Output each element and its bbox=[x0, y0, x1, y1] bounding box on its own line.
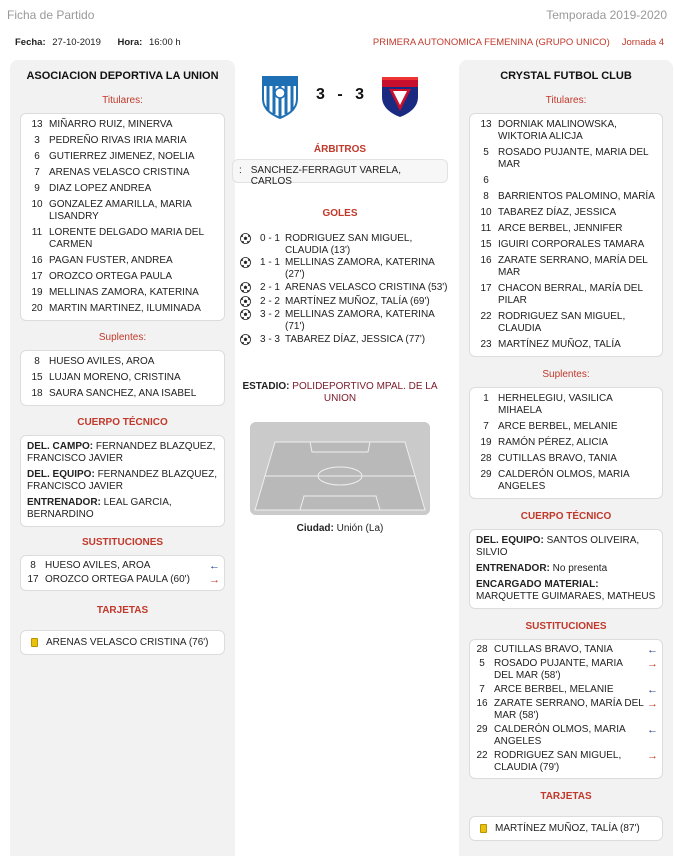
staff-role: DEL. EQUIPO: bbox=[476, 535, 544, 546]
staff-role: ENTRENADOR: bbox=[476, 563, 550, 574]
player-number: 10 bbox=[31, 199, 43, 210]
ciudad-info bbox=[240, 523, 440, 534]
arrow-left-icon: ← bbox=[647, 724, 658, 736]
player-number: 11 bbox=[480, 223, 492, 234]
player-name[interactable]: MELLINAS ZAMORA, KATERINA bbox=[49, 287, 199, 298]
player-number: 9 bbox=[34, 183, 40, 194]
arbitros-box bbox=[232, 159, 448, 187]
staff-role: ENCARGADO MATERIAL: bbox=[476, 579, 599, 590]
away-suplentes-list bbox=[469, 387, 663, 499]
arrow-right-icon: → bbox=[647, 750, 658, 762]
match-header bbox=[0, 0, 674, 58]
staff-entry bbox=[25, 467, 220, 495]
score-sep: - bbox=[337, 86, 343, 103]
player-row bbox=[25, 370, 220, 386]
away-sustituciones-list bbox=[469, 639, 663, 779]
soccer-ball-icon bbox=[240, 309, 251, 320]
away-team-name: CRYSTAL FUTBOL CLUB bbox=[500, 70, 632, 82]
goal-score: 3 - 2 bbox=[259, 309, 280, 320]
arrow-left-icon: ← bbox=[647, 684, 658, 696]
home-tecnico-list bbox=[20, 435, 225, 527]
fecha-label: Fecha: bbox=[15, 37, 46, 48]
player-name[interactable]: ARCE BERBEL, MELANIE bbox=[498, 421, 618, 432]
player-name[interactable]: CUTILLAS BRAVO, TANIA bbox=[498, 453, 617, 464]
player-number: 17 bbox=[480, 283, 492, 294]
player-number: 22 bbox=[480, 311, 492, 322]
sub-name: OROZCO ORTEGA PAULA (60') bbox=[45, 574, 190, 585]
player-number: 15 bbox=[480, 239, 492, 250]
away-tecnico-heading: CUERPO TÉCNICO bbox=[520, 511, 612, 522]
player-row bbox=[25, 197, 220, 225]
sub-number: 17 bbox=[27, 574, 39, 585]
player-row bbox=[474, 237, 658, 253]
player-row bbox=[25, 149, 220, 165]
away-titulares-heading: Titulares: bbox=[545, 95, 587, 106]
ciudad-value: Unión (La) bbox=[336, 523, 384, 534]
staff-role: DEL. CAMPO: bbox=[27, 441, 94, 452]
soccer-ball-icon bbox=[240, 233, 251, 244]
substitution-row bbox=[25, 573, 220, 587]
goal-scorer: MELLINAS ZAMORA, KATERINA (27') bbox=[285, 257, 435, 280]
sub-name: RODRIGUEZ SAN MIGUEL, CLAUDIA (79') bbox=[494, 750, 622, 773]
player-row bbox=[25, 133, 220, 149]
player-row bbox=[474, 451, 658, 467]
goal-row bbox=[240, 333, 450, 347]
player-row bbox=[25, 354, 220, 370]
away-crest bbox=[377, 73, 423, 119]
player-row bbox=[474, 205, 658, 221]
card-player: ARENAS VELASCO CRISTINA (76') bbox=[46, 637, 209, 648]
player-name[interactable]: ROSADO PUJANTE, MARIA DEL MAR bbox=[498, 147, 649, 170]
player-name[interactable]: OROZCO ORTEGA PAULA bbox=[49, 271, 172, 282]
goal-scorer: RODRIGUEZ SAN MIGUEL, CLAUDIA (13') bbox=[285, 233, 413, 256]
final-score bbox=[300, 86, 380, 104]
away-score: 3 bbox=[355, 86, 365, 103]
arrow-left-icon: ← bbox=[647, 644, 658, 656]
substitution-row bbox=[474, 749, 658, 775]
goal-scorer: MELLINAS ZAMORA, KATERINA (71') bbox=[285, 309, 435, 332]
goal-row bbox=[240, 308, 450, 334]
sub-number: 7 bbox=[479, 684, 485, 695]
sub-number: 5 bbox=[479, 658, 485, 669]
goal-row bbox=[240, 232, 450, 258]
soccer-ball-icon bbox=[240, 296, 251, 307]
arbitro-name: SANCHEZ-FERRAGUT VARELA, CARLOS bbox=[250, 165, 401, 187]
goal-score: 2 - 1 bbox=[259, 282, 280, 293]
staff-name: FERNANDEZ BLAZQUEZ, FRANCISCO JAVIER bbox=[27, 441, 216, 464]
player-name[interactable]: GUTIERREZ JIMENEZ, NOELIA bbox=[49, 151, 195, 162]
player-name[interactable]: ARCE BERBEL, JENNIFER bbox=[498, 223, 623, 234]
player-number: 6 bbox=[483, 175, 489, 186]
staff-entry bbox=[474, 533, 658, 561]
home-sust-heading: SUSTITUCIONES bbox=[81, 537, 164, 548]
sub-name: ARCE BERBEL, MELANIE bbox=[494, 684, 614, 695]
player-number: 13 bbox=[480, 119, 492, 130]
goal-score: 2 - 2 bbox=[259, 296, 280, 307]
home-suplentes-heading: Suplentes: bbox=[98, 332, 147, 343]
sub-name: ZARATE SERRANO, MARÍA DEL MAR (58') bbox=[494, 698, 644, 721]
away-tarjetas-heading: TARJETAS bbox=[540, 791, 592, 802]
player-number: 8 bbox=[34, 356, 40, 367]
player-name[interactable]: CHACON BERRAL, MARÍA DEL PILAR bbox=[498, 283, 643, 306]
sub-name: CUTILLAS BRAVO, TANIA bbox=[494, 644, 613, 655]
staff-name: MARQUETTE GUIMARAES, MATHEUS bbox=[476, 591, 656, 602]
match-datetime bbox=[15, 37, 181, 48]
player-number: 8 bbox=[483, 191, 489, 202]
player-name[interactable]: IGUIRI CORPORALES TAMARA bbox=[498, 239, 645, 250]
player-row bbox=[474, 309, 658, 337]
player-number: 16 bbox=[480, 255, 492, 266]
substitution-row bbox=[25, 559, 220, 573]
player-name[interactable]: LUJAN MORENO, CRISTINA bbox=[49, 372, 181, 383]
player-number: 19 bbox=[480, 437, 492, 448]
goal-row bbox=[240, 281, 450, 295]
substitution-row bbox=[474, 697, 658, 723]
player-name[interactable]: HUESO AVILES, AROA bbox=[49, 356, 155, 367]
sub-name: CALDERÓN OLMOS, MARIA ANGELES bbox=[494, 724, 626, 747]
goal-score: 1 - 1 bbox=[259, 257, 280, 268]
player-number: 13 bbox=[31, 119, 43, 130]
home-titulares-list bbox=[20, 113, 225, 321]
player-name[interactable]: BARRIENTOS PALOMINO, MARÍA bbox=[498, 191, 655, 202]
staff-name: SANTOS OLIVEIRA, SILVIO bbox=[476, 535, 640, 558]
player-name[interactable]: MARTIN MARTINEZ, ILUMINADA bbox=[49, 303, 201, 314]
away-suplentes-heading: Suplentes: bbox=[542, 369, 590, 380]
season-label: Temporada 2019-2020 bbox=[546, 8, 667, 22]
arrow-right-icon: → bbox=[647, 658, 658, 670]
goal-row bbox=[240, 256, 450, 282]
player-row bbox=[474, 391, 658, 419]
player-name[interactable]: HERHELEGIU, VASILICA MIHAELA bbox=[498, 393, 613, 416]
player-number: 29 bbox=[480, 469, 492, 480]
sub-number: 28 bbox=[476, 644, 488, 655]
arrow-right-icon: → bbox=[209, 574, 220, 586]
away-team-panel bbox=[459, 60, 673, 856]
hora-label: Hora: bbox=[117, 37, 143, 48]
player-name[interactable]: MARTÍNEZ MUÑOZ, TALÍA bbox=[498, 339, 621, 350]
page-title: Ficha de Partido bbox=[7, 8, 95, 22]
home-team-panel bbox=[10, 60, 235, 856]
player-row bbox=[474, 173, 658, 189]
home-tarjetas-heading: TARJETAS bbox=[96, 605, 149, 616]
player-number: 11 bbox=[31, 227, 43, 238]
player-row bbox=[25, 386, 220, 402]
goles-heading: GOLES bbox=[322, 208, 358, 219]
player-number: 1 bbox=[483, 393, 489, 404]
goal-scorer: TABAREZ DÍAZ, JESSICA (77') bbox=[285, 334, 426, 345]
player-number: 7 bbox=[34, 167, 40, 178]
stadium-pitch-icon bbox=[250, 422, 430, 515]
player-name[interactable]: SAURA SANCHEZ, ANA ISABEL bbox=[49, 388, 197, 399]
player-row bbox=[474, 337, 658, 353]
player-name[interactable]: CALDERÓN OLMOS, MARIA ANGELES bbox=[498, 469, 630, 492]
player-number: 23 bbox=[480, 339, 492, 350]
goal-score: 3 - 3 bbox=[259, 334, 280, 345]
home-suplentes-list bbox=[20, 350, 225, 406]
player-row bbox=[25, 269, 220, 285]
player-name[interactable]: PEDREÑO RIVAS IRIA MARIA bbox=[49, 135, 187, 146]
arbitros-colon: : bbox=[239, 165, 242, 176]
soccer-ball-icon bbox=[240, 282, 251, 293]
yellow-card-icon bbox=[480, 824, 487, 833]
estadio-info bbox=[240, 381, 440, 405]
soccer-ball-icon bbox=[240, 334, 251, 345]
arbitros-heading: ÁRBITROS bbox=[313, 144, 367, 155]
stadium-image bbox=[250, 422, 430, 515]
player-row bbox=[474, 419, 658, 435]
card-row bbox=[474, 820, 658, 837]
player-name[interactable] bbox=[498, 175, 658, 187]
player-row bbox=[25, 301, 220, 317]
staff-name: LEAL GARCIA, BERNARDINO bbox=[27, 497, 172, 520]
player-row bbox=[474, 189, 658, 205]
staff-role: ENTRENADOR: bbox=[27, 497, 101, 508]
away-sust-heading: SUSTITUCIONES bbox=[525, 621, 607, 632]
player-name[interactable]: ZARATE SERRANO, MARÍA DEL MAR bbox=[498, 255, 648, 278]
goal-scorer: ARENAS VELASCO CRISTINA (53') bbox=[285, 282, 448, 293]
substitution-row bbox=[474, 683, 658, 697]
home-team-name: ASOCIACION DEPORTIVA LA UNION bbox=[26, 70, 219, 82]
sub-name: ROSADO PUJANTE, MARIA DEL MAR (58') bbox=[494, 658, 623, 681]
sub-number: 16 bbox=[476, 698, 488, 709]
arrow-left-icon: ← bbox=[209, 560, 220, 572]
player-row bbox=[474, 221, 658, 237]
estadio-label: ESTADIO: bbox=[242, 381, 290, 392]
player-number: 10 bbox=[480, 207, 492, 218]
player-row bbox=[25, 117, 220, 133]
player-number: 15 bbox=[31, 372, 43, 383]
competition-link[interactable]: PRIMERA AUTONOMICA FEMENINA (GRUPO UNICO) bbox=[372, 37, 610, 48]
jornada-label: Jornada 4 bbox=[621, 37, 664, 48]
player-name[interactable]: DORNIAK MALINOWSKA, WIKTORIA ALICJA bbox=[498, 119, 617, 142]
player-name[interactable]: GONZALEZ AMARILLA, MARIA LISANDRY bbox=[49, 199, 192, 222]
player-row bbox=[25, 253, 220, 269]
player-row bbox=[25, 181, 220, 197]
hora-value: 16:00 h bbox=[148, 37, 181, 48]
player-row bbox=[474, 117, 658, 145]
fecha-value: 27-10-2019 bbox=[52, 37, 101, 48]
yellow-card-icon bbox=[31, 638, 38, 647]
away-titulares-list bbox=[469, 113, 663, 357]
player-number: 5 bbox=[483, 147, 489, 158]
player-row bbox=[474, 467, 658, 495]
home-titulares-heading: Titulares: bbox=[102, 95, 143, 106]
player-row bbox=[474, 281, 658, 309]
staff-name: FERNANDEZ BLAZQUEZ, FRANCISCO JAVIER bbox=[27, 469, 218, 492]
player-number: 28 bbox=[480, 453, 492, 464]
player-name[interactable]: DIAZ LOPEZ ANDREA bbox=[49, 183, 152, 194]
player-name[interactable]: ARENAS VELASCO CRISTINA bbox=[49, 167, 190, 178]
player-number: 19 bbox=[31, 287, 43, 298]
sub-number: 29 bbox=[476, 724, 488, 735]
home-crest bbox=[257, 73, 303, 119]
player-row bbox=[474, 253, 658, 281]
substitution-row bbox=[474, 643, 658, 657]
player-name[interactable]: PAGAN FUSTER, ANDREA bbox=[49, 255, 173, 266]
away-tecnico-list bbox=[469, 529, 663, 609]
soccer-ball-icon bbox=[240, 257, 251, 268]
substitution-row bbox=[474, 723, 658, 749]
substitution-row bbox=[474, 657, 658, 683]
arrow-right-icon: → bbox=[647, 698, 658, 710]
staff-entry bbox=[474, 561, 658, 577]
player-row bbox=[25, 285, 220, 301]
home-tarjetas-list bbox=[20, 630, 225, 655]
ciudad-label: Ciudad: bbox=[296, 523, 334, 534]
player-number: 7 bbox=[483, 421, 489, 432]
sub-number: 8 bbox=[30, 560, 36, 571]
staff-entry bbox=[25, 439, 220, 467]
player-row bbox=[25, 225, 220, 253]
home-shield-icon bbox=[257, 73, 303, 119]
home-sustituciones-list bbox=[20, 555, 225, 591]
player-number: 18 bbox=[31, 388, 43, 399]
estadio-link[interactable]: POLIDEPORTIVO MPAL. DE LA UNION bbox=[292, 381, 438, 404]
player-name[interactable]: LORENTE DELGADO MARIA DEL CARMEN bbox=[49, 227, 204, 250]
player-name[interactable]: RODRIGUEZ SAN MIGUEL, CLAUDIA bbox=[498, 311, 626, 334]
sub-name: HUESO AVILES, AROA bbox=[45, 560, 151, 571]
staff-role: DEL. EQUIPO: bbox=[27, 469, 95, 480]
player-name[interactable]: TABAREZ DÍAZ, JESSICA bbox=[498, 207, 617, 218]
player-row bbox=[474, 435, 658, 451]
player-number: 3 bbox=[34, 135, 40, 146]
away-tarjetas-list bbox=[469, 816, 663, 841]
card-row bbox=[25, 634, 220, 651]
player-number: 6 bbox=[34, 151, 40, 162]
home-score: 3 bbox=[315, 86, 325, 103]
away-shield-icon bbox=[377, 73, 423, 119]
player-number: 16 bbox=[31, 255, 43, 266]
goal-score: 0 - 1 bbox=[259, 233, 280, 244]
home-tecnico-heading: CUERPO TÉCNICO bbox=[77, 417, 168, 428]
player-name[interactable]: MIÑARRO RUIZ, MINERVA bbox=[49, 119, 173, 130]
sub-number: 22 bbox=[476, 750, 488, 761]
player-number: 17 bbox=[31, 271, 43, 282]
player-row bbox=[25, 165, 220, 181]
player-row bbox=[474, 145, 658, 173]
card-player: MARTÍNEZ MUÑOZ, TALÍA (87') bbox=[495, 823, 640, 834]
competition-info bbox=[373, 37, 664, 48]
goal-scorer: MARTÍNEZ MUÑOZ, TALÍA (69') bbox=[285, 296, 430, 307]
player-name[interactable]: RAMÓN PÉREZ, ALICIA bbox=[498, 437, 609, 448]
goal-row bbox=[240, 295, 450, 309]
staff-entry bbox=[474, 577, 658, 605]
staff-name: No presenta bbox=[552, 563, 608, 574]
player-number: 20 bbox=[31, 303, 43, 314]
staff-entry bbox=[25, 495, 220, 523]
